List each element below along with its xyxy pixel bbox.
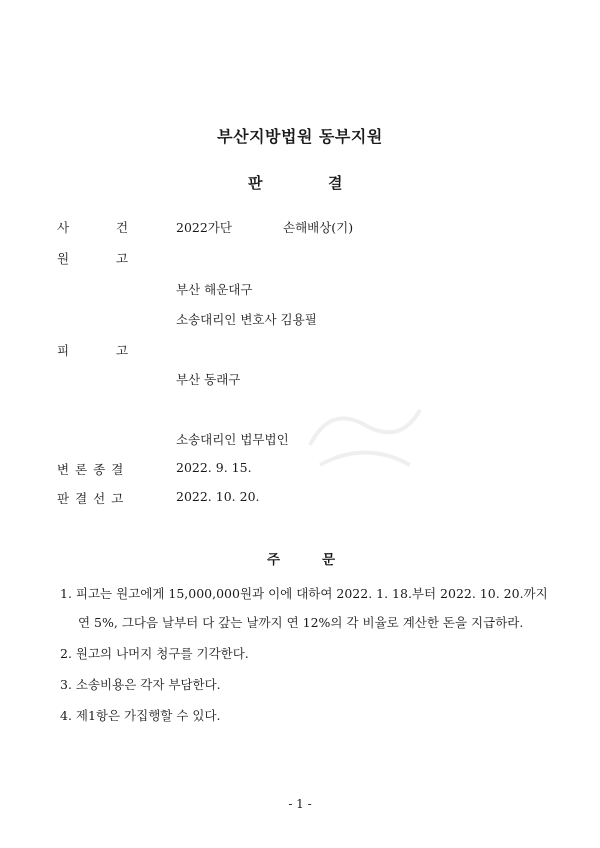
- defendant-label-char-1: 피: [57, 343, 70, 358]
- ruling-item-1-line-2: 연 5%, 그다음 날부터 다 갚는 날까지 연 12%의 각 비율로 계산한 돈을 지급하라.: [78, 615, 524, 630]
- defendant-counsel-row: [0, 430, 600, 450]
- verdict-label: 판결선고: [57, 491, 130, 506]
- verdict-date: 2022. 10. 20.: [176, 489, 260, 504]
- document-title-char-1: 판: [248, 174, 263, 192]
- plaintiff-label-char-2: 고: [116, 251, 129, 266]
- defendant-address-row: [0, 370, 600, 390]
- plaintiff-counsel-row: [0, 310, 600, 330]
- closing-label: 변론종결: [57, 462, 130, 477]
- ruling-title-char-2: 문: [322, 552, 336, 568]
- ruling-item-1-line-1: 1. 피고는 원고에게 15,000,000원과 이에 대하여 2022. 1. 18.부터 2022. 10. 20.까지: [60, 586, 548, 601]
- defendant-address: 부산 동래구: [176, 372, 241, 387]
- plaintiff-counsel: 소송대리인 변호사 김용필: [176, 312, 317, 327]
- ruling-item-2: 2. 원고의 나머지 청구를 기각한다.: [60, 646, 249, 661]
- ruling-title-char-1: 주: [267, 552, 281, 568]
- closing-row: [0, 460, 600, 480]
- closing-date: 2022. 9. 15.: [176, 460, 252, 475]
- plaintiff-address: 부산 해운대구: [176, 282, 253, 297]
- defendant-label-char-2: 고: [116, 343, 129, 358]
- plaintiff-row: [0, 249, 600, 269]
- case-number: 2022가단: [176, 220, 232, 235]
- ruling-item-4: 4. 제1항은 가집행할 수 있다.: [60, 708, 221, 723]
- ruling-title: [0, 548, 600, 568]
- court-name: 부산지방법원 동부지원: [217, 127, 383, 146]
- plaintiff-label-char-1: 원: [57, 251, 70, 266]
- page-number: - 1 -: [288, 797, 312, 811]
- defendant-row: [0, 341, 600, 361]
- case-row: [0, 218, 600, 238]
- document-title-char-2: 결: [328, 174, 343, 192]
- document-title: [0, 172, 600, 194]
- verdict-row: [0, 489, 600, 509]
- plaintiff-address-row: [0, 280, 600, 300]
- defendant-counsel: 소송대리인 법무법인: [176, 432, 289, 447]
- ruling-item-3: 3. 소송비용은 각자 부담한다.: [60, 677, 221, 692]
- case-label-char-2: 건: [116, 220, 129, 235]
- case-label-char-1: 사: [57, 220, 70, 235]
- case-name: 손해배상(기): [283, 220, 354, 235]
